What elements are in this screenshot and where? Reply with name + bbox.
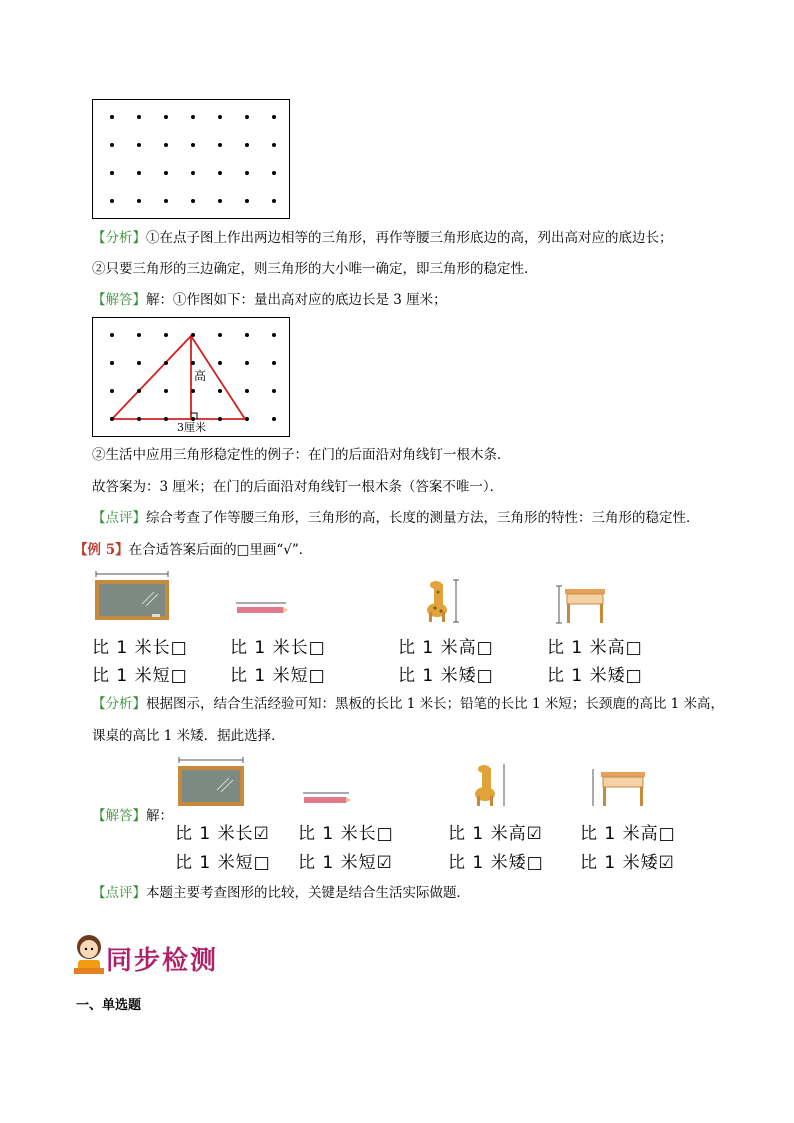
example-5-text: 在合适答案后面的□里画“√”． bbox=[128, 542, 313, 558]
ans2-option-1-top: 比 1 米长☑ bbox=[175, 824, 270, 844]
grid-dot bbox=[110, 115, 114, 119]
grid-dot bbox=[245, 417, 249, 421]
ex5-option-2-bottom: 比 1 米短□ bbox=[230, 666, 326, 686]
analysis-2-text: 根据图示，结合生活经验可知：黑板的长比 1 米长；铅笔的长比 1 米短；长颈鹿的高比 1 米高， bbox=[146, 696, 725, 712]
grid-dot bbox=[191, 361, 195, 365]
grid-dot bbox=[191, 143, 195, 147]
analysis-1-text: ①在点子图上作出两边相等的三角形，再作等腰三角形底边的高，列出高对应的底边长； bbox=[146, 230, 673, 246]
comment-1-text: 综合考查了作等腰三角形，三角形的高，长度的测量方法，三角形的特性：三角形的稳定性． bbox=[146, 510, 700, 526]
answer-1-text: 解：①作图如下：量出高对应的底边长是 3 厘米； bbox=[146, 292, 447, 308]
example-5-heading bbox=[74, 540, 312, 560]
analysis-1-line1 bbox=[92, 228, 673, 248]
grid-dot bbox=[218, 171, 222, 175]
grid-dot bbox=[218, 417, 222, 421]
ex5-option-4-bottom: 比 1 米矮□ bbox=[547, 666, 643, 686]
grid-dot bbox=[191, 115, 195, 119]
desk-icon bbox=[555, 583, 609, 625]
grid-dot bbox=[218, 115, 222, 119]
analysis-1-line2: ②只要三角形的三边确定，则三角形的大小唯一确定，即三角形的稳定性． bbox=[92, 261, 538, 277]
grid-dot bbox=[245, 143, 249, 147]
answer-2-tag: 【解答】 bbox=[92, 808, 146, 824]
ans2-option-2-bottom: 比 1 米短☑ bbox=[298, 853, 393, 873]
grid-dot bbox=[218, 361, 222, 365]
grid-dot bbox=[245, 361, 249, 365]
analysis-2-tag: 【分析】 bbox=[92, 696, 146, 712]
comment-tag: 【点评】 bbox=[92, 510, 146, 526]
grid-dot bbox=[137, 115, 141, 119]
example-tag: 【例 5】 bbox=[74, 542, 129, 558]
answer-2-prefix: 解： bbox=[146, 808, 173, 824]
base-length-label: 3厘米 bbox=[177, 421, 206, 434]
answer-1-line2: ②生活中应用三角形稳定性的例子：在门的后面沿对角线钉一根木条． bbox=[92, 447, 511, 463]
comment-1 bbox=[92, 508, 700, 528]
grid-dot bbox=[191, 417, 195, 421]
grid-dot bbox=[137, 417, 141, 421]
comment-2-text: 本题主要考查图形的比较，关键是结合生活实际做题． bbox=[146, 885, 470, 901]
ans2-option-1-bottom: 比 1 米短□ bbox=[175, 853, 271, 873]
grid-dot bbox=[245, 389, 249, 393]
ans2-option-4-top: 比 1 米高□ bbox=[580, 824, 676, 844]
grid-dot bbox=[137, 171, 141, 175]
grid-dot bbox=[164, 115, 168, 119]
dot-grid-blank bbox=[92, 99, 290, 219]
grid-dot bbox=[218, 199, 222, 203]
comment-2-tag: 【点评】 bbox=[92, 885, 146, 901]
grid-dot bbox=[245, 333, 249, 337]
grid-dot bbox=[164, 199, 168, 203]
grid-dot bbox=[110, 143, 114, 147]
grid-dot bbox=[137, 199, 141, 203]
grid-dot bbox=[137, 389, 141, 393]
giraffe-icon bbox=[418, 578, 462, 624]
grid-dot bbox=[272, 361, 276, 365]
answer-tag: 【解答】 bbox=[92, 292, 146, 308]
answer-1-line3: 故答案为：3 厘米；在门的后面沿对角线钉一根木条（答案不唯一）． bbox=[92, 479, 504, 495]
ex5-option-3-top: 比 1 米高□ bbox=[398, 638, 494, 658]
student-mascot-icon bbox=[72, 932, 106, 976]
grid-dot bbox=[191, 199, 195, 203]
grid-dot bbox=[272, 417, 276, 421]
grid-dot bbox=[272, 115, 276, 119]
grid-dot bbox=[245, 115, 249, 119]
ex5-option-4-top: 比 1 米高□ bbox=[547, 638, 643, 658]
grid-dot bbox=[164, 389, 168, 393]
grid-dot bbox=[110, 171, 114, 175]
grid-dot bbox=[137, 361, 141, 365]
grid-dot bbox=[191, 171, 195, 175]
blackboard-icon bbox=[92, 570, 172, 622]
ex5-option-1-bottom: 比 1 米短□ bbox=[92, 666, 188, 686]
grid-dot bbox=[272, 199, 276, 203]
grid-dot bbox=[245, 171, 249, 175]
ex5-option-1-top: 比 1 米长□ bbox=[92, 638, 188, 658]
grid-dot bbox=[110, 333, 114, 337]
grid-dot bbox=[272, 171, 276, 175]
grid-dot bbox=[191, 389, 195, 393]
grid-dot bbox=[110, 417, 114, 421]
section-subtitle: 一、单选题 bbox=[76, 998, 142, 1013]
analysis-tag: 【分析】 bbox=[92, 230, 146, 246]
dot-grid-triangle bbox=[92, 317, 290, 437]
grid-dot bbox=[110, 389, 114, 393]
pencil-icon bbox=[233, 600, 289, 616]
grid-dot bbox=[110, 361, 114, 365]
grid-dot bbox=[218, 333, 222, 337]
grid-dot bbox=[164, 333, 168, 337]
grid-dot bbox=[164, 143, 168, 147]
ex5-option-2-top: 比 1 米长□ bbox=[230, 638, 326, 658]
answer-2-label bbox=[92, 806, 173, 826]
answer-pencil-icon bbox=[300, 790, 352, 806]
analysis-2-line1 bbox=[92, 694, 724, 714]
answer-desk-icon bbox=[585, 766, 665, 810]
grid-dot bbox=[272, 333, 276, 337]
section-title: 同步检测 bbox=[106, 946, 219, 976]
grid-dot bbox=[164, 417, 168, 421]
answer-blackboard-icon bbox=[175, 756, 247, 808]
ans2-option-2-top: 比 1 米长□ bbox=[298, 824, 394, 844]
analysis-2-line2: 课桌的高比 1 米矮．据此选择． bbox=[92, 728, 285, 744]
grid-dot bbox=[164, 171, 168, 175]
comment-2 bbox=[92, 883, 470, 903]
grid-dot bbox=[164, 361, 168, 365]
grid-dot bbox=[191, 333, 195, 337]
grid-dot bbox=[137, 333, 141, 337]
ans2-option-3-top: 比 1 米高☑ bbox=[448, 824, 543, 844]
grid-dot bbox=[137, 143, 141, 147]
grid-dot bbox=[245, 199, 249, 203]
answer-1-line1 bbox=[92, 290, 447, 310]
height-label: 高 bbox=[194, 369, 207, 383]
isosceles-triangle bbox=[112, 336, 245, 419]
ans2-option-4-bottom: 比 1 米矮☑ bbox=[580, 853, 675, 873]
grid-dot bbox=[272, 143, 276, 147]
grid-dot bbox=[272, 389, 276, 393]
grid-dot bbox=[218, 389, 222, 393]
answer-giraffe-icon bbox=[466, 762, 510, 808]
ans2-option-3-bottom: 比 1 米矮□ bbox=[448, 853, 544, 873]
ex5-option-3-bottom: 比 1 米矮□ bbox=[398, 666, 494, 686]
grid-dot bbox=[218, 143, 222, 147]
grid-dot bbox=[110, 199, 114, 203]
